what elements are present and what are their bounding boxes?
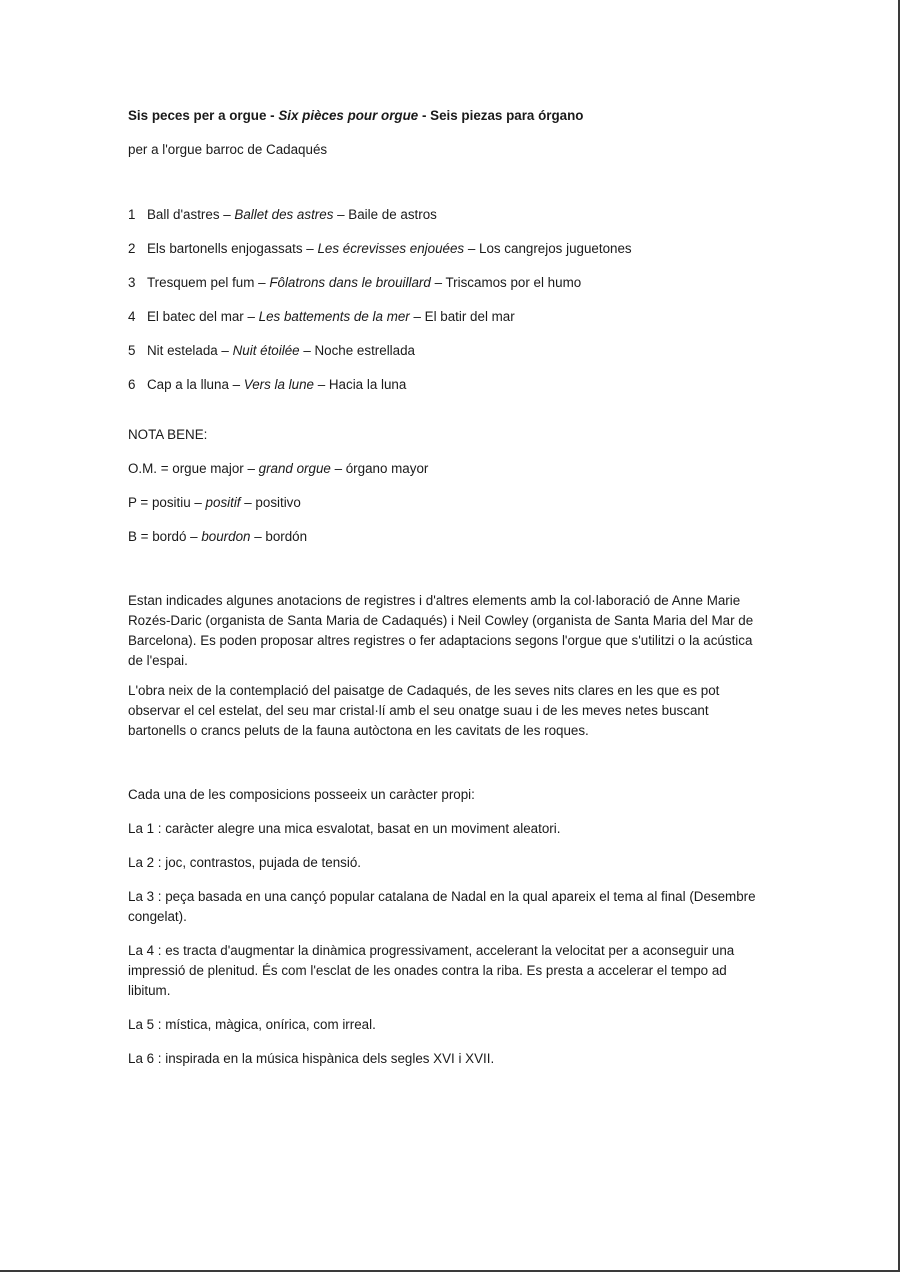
nota-catalan: O.M. = orgue major – (128, 461, 259, 476)
list-item (128, 205, 768, 225)
title-spanish: - Seis piezas para órgano (418, 108, 584, 123)
notes-paragraphs (128, 591, 768, 741)
piece-number: 5 (128, 343, 136, 358)
list-item: La 3 : peça basada en una cançó popular catalana de Nadal en la qual apareix el tema al final (Desembre congelat). (128, 889, 756, 924)
list-item: La 1 : caràcter alegre una mica esvalotat, basat en un moviment aleatori. (128, 821, 561, 836)
piece-number: 4 (128, 309, 136, 324)
piece-number: 3 (128, 275, 136, 290)
nota-bene-heading: NOTA BENE: (128, 427, 208, 442)
piece-title-spanish: – Baile de astros (333, 207, 437, 222)
nota-spanish: – órgano mayor (330, 461, 429, 476)
piece-title-catalan: Els bartonells enjogassats – (147, 241, 318, 256)
list-item (128, 273, 768, 293)
piece-title-french: Fôlatrons dans le brouillard (269, 275, 431, 290)
piece-title-catalan: Nit estelada – (147, 343, 233, 358)
piece-title-spanish: – Los cangrejos juguetones (464, 241, 632, 256)
nota-catalan: P = positiu – (128, 495, 206, 510)
piece-title-spanish: – Noche estrellada (299, 343, 415, 358)
piece-title-catalan: El batec del mar – (147, 309, 259, 324)
list-item: La 5 : mística, màgica, onírica, com irreal. (128, 1017, 376, 1032)
piece-title-catalan: Tresquem pel fum – (147, 275, 270, 290)
list-item: La 2 : joc, contrastos, pujada de tensió. (128, 855, 361, 870)
piece-number: 2 (128, 241, 136, 256)
list-item (128, 527, 768, 547)
piece-title-french: Nuit étoilée (232, 343, 300, 358)
piece-title-french: Les battements de la mer (258, 309, 410, 324)
nota-french: bourdon (201, 529, 251, 544)
page-content (128, 106, 768, 1069)
character-section (128, 785, 768, 1069)
title-catalan: Sis peces per a orgue - (128, 108, 279, 123)
list-item (128, 493, 768, 513)
list-item (128, 239, 768, 259)
nota-catalan: B = bordó – (128, 529, 202, 544)
nota-spanish: – positivo (240, 495, 301, 510)
piece-title-catalan: Cap a la lluna – (147, 377, 244, 392)
piece-title-french: Ballet des astres (234, 207, 334, 222)
character-intro: Cada una de les composicions posseeix un caràcter propi: (128, 787, 475, 802)
piece-title-spanish: – Triscamos por el humo (430, 275, 582, 290)
piece-title-spanish: – El batir del mar (409, 309, 515, 324)
piece-title-french: Les écrevisses enjouées (317, 241, 465, 256)
piece-title-french: Vers la lune (243, 377, 314, 392)
list-item (128, 375, 768, 395)
document-subtitle: per a l'orgue barroc de Cadaqués (128, 142, 328, 157)
document-title (128, 106, 768, 126)
list-item: La 4 : es tracta d'augmentar la dinàmica progressivament, accelerant la velocitat per a aconseguir una impressió de plenitud. És com l'esclat de les onades contra la riba. Es presta a accelerar el tempo ad libitum. (128, 943, 735, 998)
piece-number: 6 (128, 377, 136, 392)
piece-number: 1 (128, 207, 136, 222)
nota-spanish: – bordón (250, 529, 308, 544)
paragraph: L'obra neix de la contemplació del paisatge de Cadaqués, de les seves nits clares en les que es pot observar el cel estelat, del seu mar cristal·lí amb el seu onatge suau i de les meves netes buscant bartonells o crancs peluts de la fauna autòctona en les cavitats de les roques. (128, 683, 720, 738)
piece-title-catalan: Ball d'astres – (147, 207, 235, 222)
list-item: La 6 : inspirada en la música hispànica dels segles XVI i XVII. (128, 1051, 495, 1066)
nota-french: positif (205, 495, 241, 510)
paragraph: Estan indicades algunes anotacions de registres i d'altres elements amb la col·laboració de Anne Marie Rozés-Daric (organista de Santa Maria de Cadaqués) i Neil Cowley (organista de Santa Maria del Mar de Barcelona). Es poden proposar altres registres o fer adaptacions segons l'orgue que s'utilitzi o la acústica de l'espai. (128, 593, 754, 668)
list-item (128, 341, 768, 361)
list-item (128, 307, 768, 327)
title-french: Six pièces pour orgue (278, 108, 419, 123)
piece-title-spanish: – Hacia la luna (314, 377, 407, 392)
list-item (128, 459, 768, 479)
nota-french: grand orgue (258, 461, 331, 476)
pieces-list (128, 205, 768, 395)
